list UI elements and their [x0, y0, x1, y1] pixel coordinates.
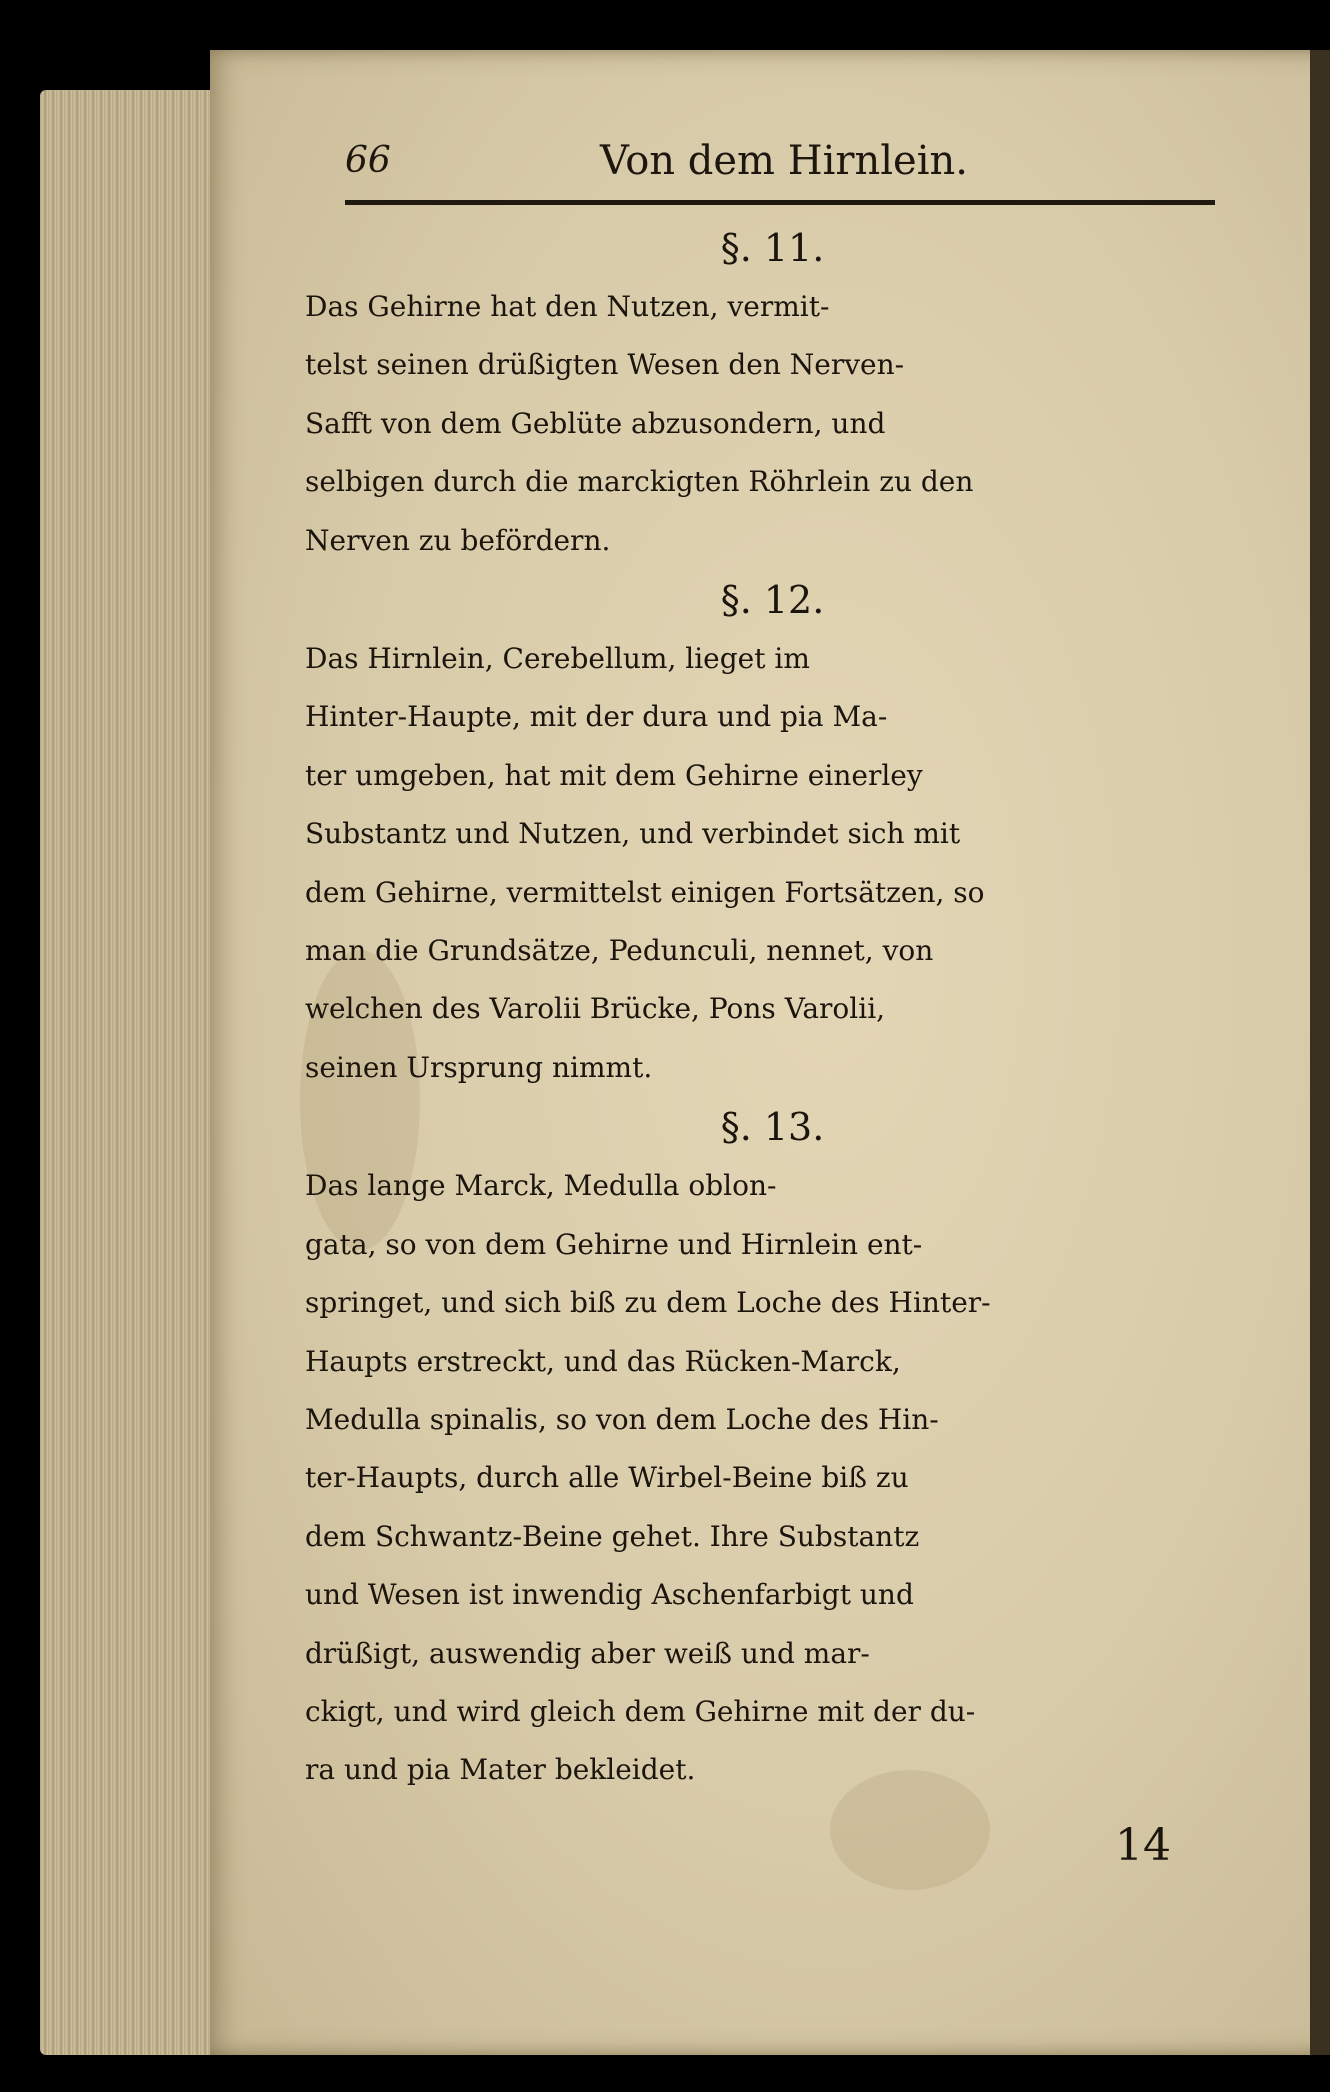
text-line: Haupts erstreckt, und das Rücken-Marck, — [305, 1344, 901, 1378]
text-line: man die Grundsätze, Pedunculi, nennet, von — [305, 934, 934, 968]
section-13 — [305, 1097, 1240, 1799]
text-line: Hinter-Haupte, mit der dura und pia Ma- — [305, 700, 888, 734]
text-line: dem Schwantz-Beine gehet. Ihre Substantz — [305, 1519, 920, 1553]
text-line: Safft von dem Geblüte abzusondern, und — [305, 406, 886, 440]
text-line: drüßigt, auswendig aber weiß und mar- — [305, 1636, 870, 1670]
text-line: ter umgeben, hat mit dem Gehirne einerley — [305, 758, 923, 792]
text-line: welchen des Varolii Brücke, Pons Varolii, — [305, 992, 886, 1026]
paragraph — [305, 630, 1240, 1097]
text-line: gata, so von dem Gehirne und Hirnlein ent- — [305, 1227, 923, 1261]
gutter-shadow — [1310, 50, 1330, 2055]
paragraph — [305, 278, 1240, 570]
header-rule — [345, 200, 1215, 205]
text-line: Nerven zu befördern. — [305, 523, 611, 557]
text-line: telst seinen drüßigten Wesen den Nerven- — [305, 348, 905, 382]
section-mark: §. 13. — [720, 1105, 825, 1150]
text-line: und Wesen ist inwendig Aschenfarbigt und — [305, 1578, 914, 1612]
text-line: dem Gehirne, vermittelst einigen Fortsätzen, so — [305, 875, 985, 909]
body-text — [305, 218, 1240, 1800]
text-line: ra und pia Mater bekleidet. — [305, 1753, 696, 1787]
running-head: Von dem Hirnlein. — [600, 138, 968, 184]
page-number: 66 — [345, 140, 391, 181]
section-11 — [305, 218, 1240, 570]
catchword: 14 — [1115, 1820, 1171, 1871]
section-12 — [305, 570, 1240, 1097]
text-line: ckigt, und wird gleich dem Gehirne mit der du- — [305, 1694, 976, 1728]
text-line: selbigen durch die marckigten Röhrlein zu den — [305, 465, 974, 499]
text-line: Das Gehirne hat den Nutzen, vermit- — [305, 290, 830, 323]
text-line: Substantz und Nutzen, und verbindet sich mit — [305, 817, 961, 851]
text-line: springet, und sich biß zu dem Loche des Hinter- — [305, 1286, 991, 1320]
page-header — [345, 130, 1215, 200]
text-line: Das lange Marck, Medulla oblon- — [305, 1169, 777, 1203]
text-line: Das Hirnlein, Cerebellum, lieget im — [305, 642, 810, 676]
section-mark: §. 11. — [720, 226, 825, 270]
text-line: seinen Ursprung nimmt. — [305, 1050, 653, 1084]
section-mark: §. 12. — [720, 578, 825, 623]
text-line: Medulla spinalis, so von dem Loche des Hin- — [305, 1402, 939, 1436]
text-line: ter-Haupts, durch alle Wirbel-Beine biß zu — [305, 1461, 909, 1495]
paragraph — [305, 1157, 1240, 1799]
